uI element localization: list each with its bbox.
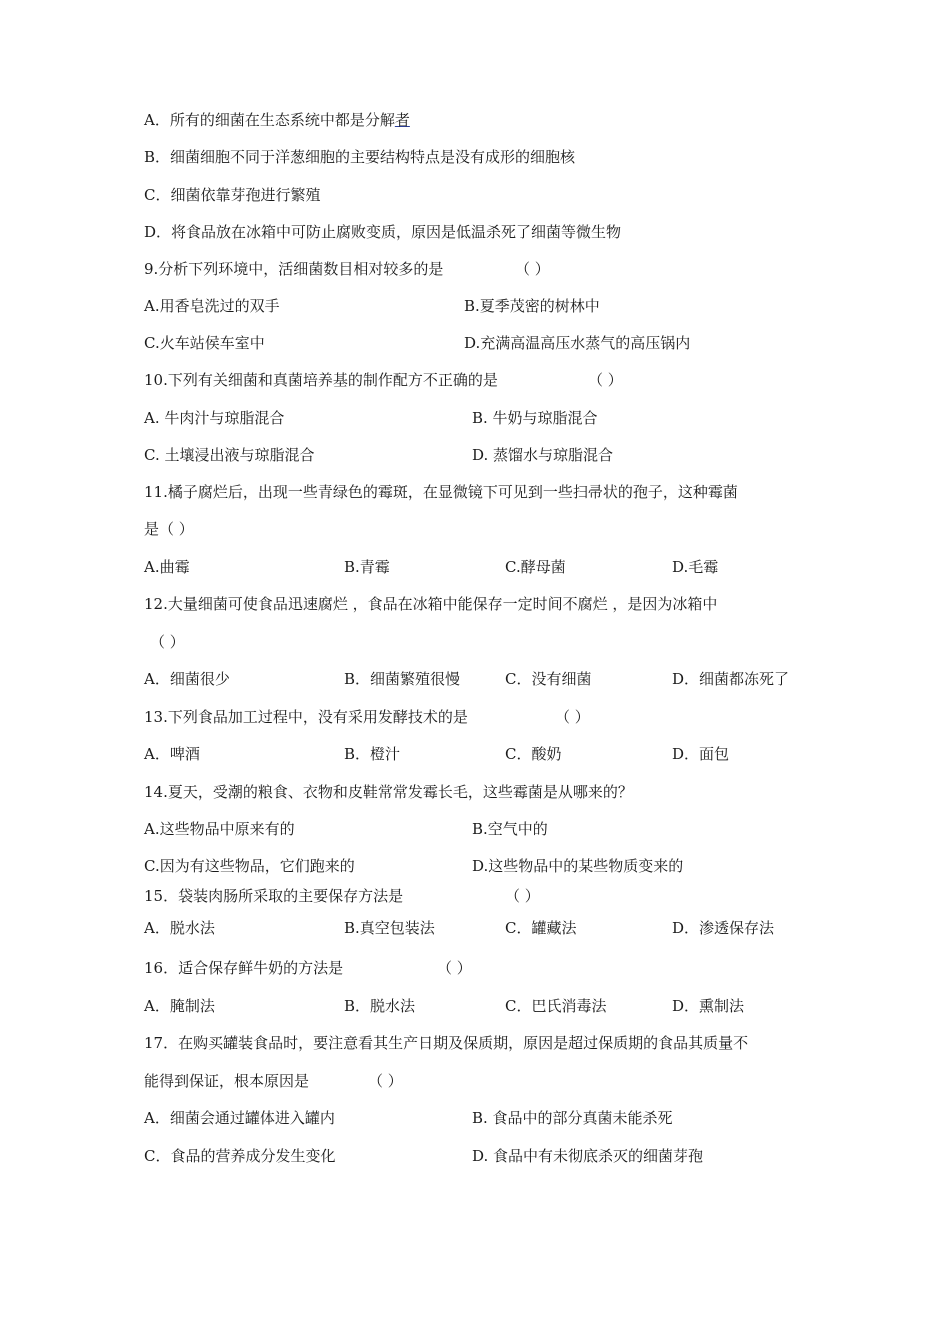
q17-answer-paren: （ ）	[368, 1072, 403, 1090]
q13-option-b: B．橙汁	[344, 745, 401, 763]
q11-option-d: D.毛霉	[672, 558, 719, 576]
q13-option-d: D．面包	[672, 745, 730, 763]
q11-option-b: B.青霉	[344, 558, 390, 576]
q17-stem-line2: 能得到保证，根本原因是	[144, 1072, 310, 1090]
q9-option-b: B.夏季茂密的树林中	[464, 297, 600, 315]
q16-option-a: A．腌制法	[144, 997, 215, 1015]
q12-stem-line1: 12.大量细菌可使食品迅速腐烂 ，食品在冰箱中能保存一定时间不腐烂 ，是因为冰箱中	[144, 595, 718, 613]
q16-option-d: D．熏制法	[672, 997, 745, 1015]
q17-option-b: B. 食品中的部分真菌未能杀死	[472, 1109, 673, 1127]
q15-stem: 15．袋装肉肠所采取的主要保存方法是	[144, 887, 404, 905]
q15-option-d: D．渗透保存法	[672, 919, 775, 937]
q8-option-b: B．细菌细胞不同于洋葱细胞的主要结构特点是没有成形的细胞核	[144, 148, 576, 166]
q8-option-a	[144, 110, 410, 130]
q12-option-d: D．细菌都冻死了	[672, 670, 790, 688]
q8-option-d: D．将食品放在冰箱中可防止腐败变质，原因是低温杀死了细菌等微生物	[144, 223, 622, 241]
q14-option-b: B.空气中的	[472, 820, 548, 838]
q15-option-b: B.真空包装法	[344, 919, 435, 937]
q10-option-b: B. 牛奶与琼脂混合	[472, 409, 598, 427]
q8-option-c: C．细菌依靠芽孢进行繁殖	[144, 186, 321, 204]
q11-option-a: A.曲霉	[144, 558, 190, 576]
q12-option-a: A．细菌很少	[144, 670, 230, 688]
q8-option-a-text: A．所有的细菌在生态系统中都是分解	[144, 111, 395, 129]
q16-answer-paren: （ ）	[437, 959, 472, 977]
q11-option-c: C.酵母菌	[505, 558, 566, 576]
q13-stem: 13.下列食品加工过程中，没有采用发酵技术的是	[144, 708, 468, 726]
q10-option-c: C. 土壤浸出液与琼脂混合	[144, 446, 315, 464]
q15-option-a: A．脱水法	[144, 919, 215, 937]
q14-option-d: D.这些物品中的某些物质变来的	[472, 857, 684, 875]
q14-option-c: C.因为有这些物品，它们跑来的	[144, 857, 355, 875]
q8-option-a-underlined: 者	[394, 111, 410, 129]
q13-option-c: C．酸奶	[505, 745, 562, 763]
q14-option-a: A.这些物品中原来有的	[144, 820, 295, 838]
q10-option-d: D. 蒸馏水与琼脂混合	[472, 446, 614, 464]
q12-option-b: B．细菌繁殖很慢	[344, 670, 461, 688]
q10-stem: 10.下列有关细菌和真菌培养基的制作配方不正确的是	[144, 371, 498, 389]
q9-option-d: D.充满高温高压水蒸气的高压锅内	[464, 334, 691, 352]
q9-stem: 9.分析下列环境中，活细菌数目相对较多的是	[144, 260, 444, 278]
q17-option-a: A．细菌会通过罐体进入罐内	[144, 1109, 335, 1127]
q9-option-c: C.火车站侯车室中	[144, 334, 265, 352]
q10-option-a: A. 牛肉汁与琼脂混合	[144, 409, 285, 427]
q12-option-c: C．没有细菌	[505, 670, 592, 688]
q12-stem-line2: （ ）	[150, 633, 185, 651]
q15-answer-paren: （ ）	[505, 887, 540, 905]
q14-stem: 14.夏天，受潮的粮食、衣物和皮鞋常常发霉长毛，这些霉菌是从哪来的？	[144, 783, 633, 801]
q9-answer-paren: （ ）	[515, 260, 550, 278]
q17-stem-line1: 17．在购买罐装食品时，要注意看其生产日期及保质期，原因是超过保质期的食品其质量不	[144, 1034, 749, 1052]
q11-stem-line1: 11.橘子腐烂后，出现一些青绿色的霉斑，在显微镜下可见到一些扫帚状的孢子，这种霉菌	[144, 483, 738, 501]
q11-stem-line2: 是（ ）	[144, 520, 194, 538]
q16-option-b: B．脱水法	[344, 997, 416, 1015]
q17-option-d: D. 食品中有未彻底杀灭的细菌芽孢	[472, 1147, 704, 1165]
q10-answer-paren: （ ）	[588, 371, 623, 389]
q13-option-a: A．啤酒	[144, 745, 200, 763]
q16-option-c: C．巴氏消毒法	[505, 997, 607, 1015]
q13-answer-paren: （ ）	[555, 708, 590, 726]
q15-option-c: C．罐藏法	[505, 919, 577, 937]
q9-option-a: A.用香皂洗过的双手	[144, 297, 280, 315]
q17-option-c: C．食品的营养成分发生变化	[144, 1147, 336, 1165]
q16-stem: 16．适合保存鲜牛奶的方法是	[144, 959, 344, 977]
